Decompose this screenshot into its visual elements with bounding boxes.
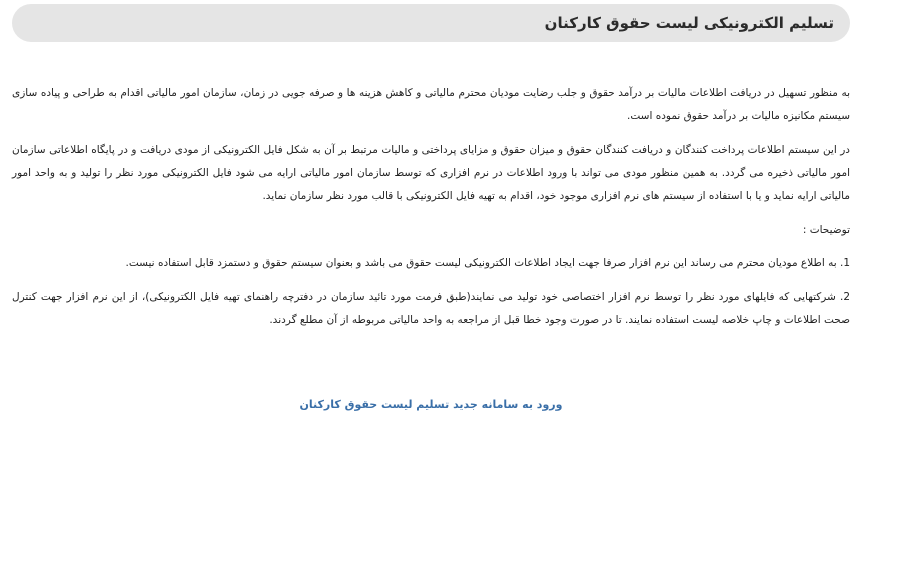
notes-list	[12, 252, 850, 332]
note-item-2: 2. شرکتهایی که فایلهای مورد نظر را توسط نرم افزار اختصاصی خود تولید می نمایند(طبق فرمت مورد تائید سازمان در دفترچه راهنمای تهیه فایل الکترونیکی)، از این نرم افزار جهت کنترل صحت اطلاعات و چاپ خلاصه لیست استفاده نمایند. تا در صورت وجود خطا قبل از مراجعه به واحد مالیاتی مربوطه از آن مطلع گردند.	[12, 291, 850, 326]
main-content	[12, 82, 850, 343]
system-description-paragraph: در این سیستم اطلاعات پرداخت کنندگان و دریافت کنندگان حقوق و میزان حقوق و مزایای پرداختی و مالیات مرتبط بر آن به شکل فایل الکترونیکی از مودی دریافت و در پایگاه اطلاعاتی سازمان امور مالیاتی ذخیره می گردد. به همین منظور مودی می تواند با ورود اطلاعات در نرم افزاری که توسط سازمان امور مالیاتی ارایه می شود فایل الکترونیکی مورد نظر را تولید و به واحد امور مالیاتی ارایه نماید و یا با استفاده از سیستم های نرم افزاری موجود خود، اقدام به تهیه فایل الکترونیکی با قالب مورد نظر سازمان نماید.	[12, 144, 850, 202]
note-item-1: 1. به اطلاع مودیان محترم می رساند این نرم افزار صرفا جهت ایجاد اطلاعات الکترونیکی لیست حقوق می باشد و بعنوان سیستم حقوق و دستمزد قابل استفاده نیست.	[125, 257, 850, 269]
page-title: تسلیم الکترونیکی لیست حقوق کارکنان	[544, 14, 834, 32]
page-title-bar	[12, 4, 850, 42]
new-system-login-link[interactable]: ورود به سامانه جدید تسلیم لیست حقوق کارکنان	[299, 398, 563, 411]
link-container	[12, 393, 850, 417]
notes-heading: توضیحات :	[802, 224, 850, 236]
intro-paragraph: به منظور تسهیل در دریافت اطلاعات مالیات بر درآمد حقوق و جلب رضایت مودیان محترم مالیاتی و کاهش هزینه ها و صرفه جویی در زمان، سازمان امور مالیاتی اقدام به طراحی و پیاده سازی سیستم مکانیزه مالیات بر درآمد حقوق نموده است.	[12, 87, 850, 122]
